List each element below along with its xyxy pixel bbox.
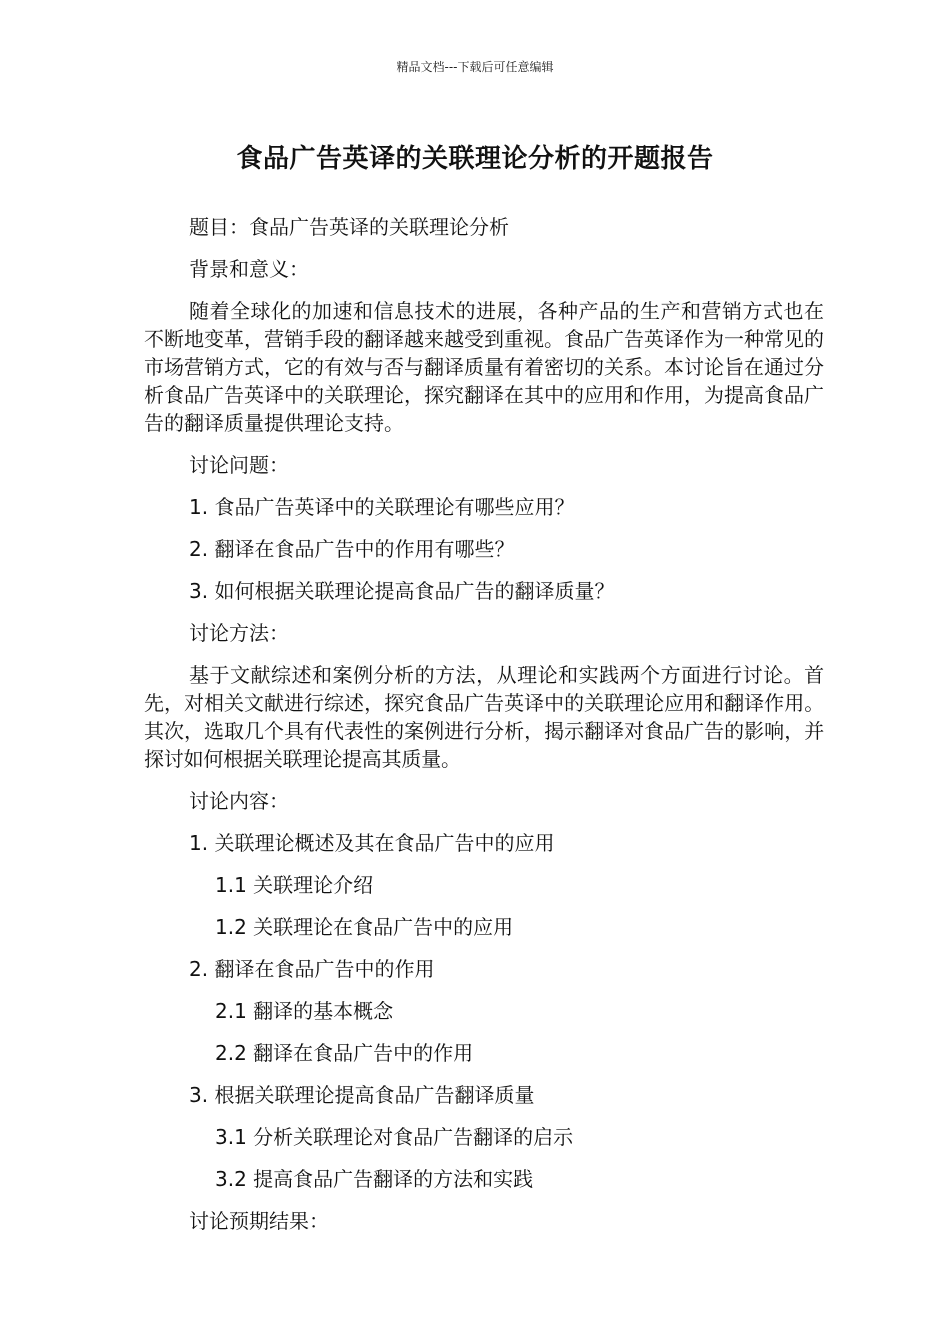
outline-section: 1. 关联理论概述及其在食品广告中的应用: [189, 831, 555, 855]
outline-subsection: 1.1 关联理论介绍: [215, 873, 374, 897]
outline-subsection: 1.2 关联理论在食品广告中的应用: [215, 915, 514, 939]
topic-line: 题目：食品广告英译的关联理论分析: [189, 215, 509, 239]
outline-subsection: 3.2 提高食品广告翻译的方法和实践: [215, 1167, 534, 1191]
results-label: 讨论预期结果：: [189, 1209, 329, 1233]
outline-subsection: 2.2 翻译在食品广告中的作用: [215, 1041, 474, 1065]
question-item: 3. 如何根据关联理论提高食品广告的翻译质量？: [189, 579, 615, 603]
outline-subsection: 2.1 翻译的基本概念: [215, 999, 394, 1023]
outline-subsection: 3.1 分析关联理论对食品广告翻译的启示: [215, 1125, 574, 1149]
content-label: 讨论内容：: [189, 789, 289, 813]
background-label: 背景和意义：: [189, 257, 309, 281]
method-paragraph: 基于文献综述和案例分析的方法，从理论和实践两个方面进行讨论。首先，对相关文献进行综述，探究食品广告英译中的关联理论应用和翻译作用。其次，选取几个具有代表性的案例进行分析，揭示翻译对食品广告的影响，并探讨如何根据关联理论提高其质量。: [144, 663, 824, 771]
question-item: 2. 翻译在食品广告中的作用有哪些？: [189, 537, 515, 561]
questions-label: 讨论问题：: [189, 453, 289, 477]
background-paragraph: 随着全球化的加速和信息技术的进展，各种产品的生产和营销方式也在不断地变革，营销手段的翻译越来越受到重视。食品广告英译作为一种常见的市场营销方式，它的有效与否与翻译质量有着密切的关系。本讨论旨在通过分析食品广告英译中的关联理论，探究翻译在其中的应用和作用，为提高食品广告的翻译质量提供理论支持。: [144, 299, 824, 435]
outline-section: 3. 根据关联理论提高食品广告翻译质量: [189, 1083, 535, 1107]
outline-section: 2. 翻译在食品广告中的作用: [189, 957, 435, 981]
question-item: 1. 食品广告英译中的关联理论有哪些应用？: [189, 495, 575, 519]
document-body: [144, 213, 824, 1249]
header-note: 精品文档---下载后可任意编辑: [396, 60, 554, 74]
method-label: 讨论方法：: [189, 621, 289, 645]
document-title: 食品广告英译的关联理论分析的开题报告: [236, 144, 714, 174]
